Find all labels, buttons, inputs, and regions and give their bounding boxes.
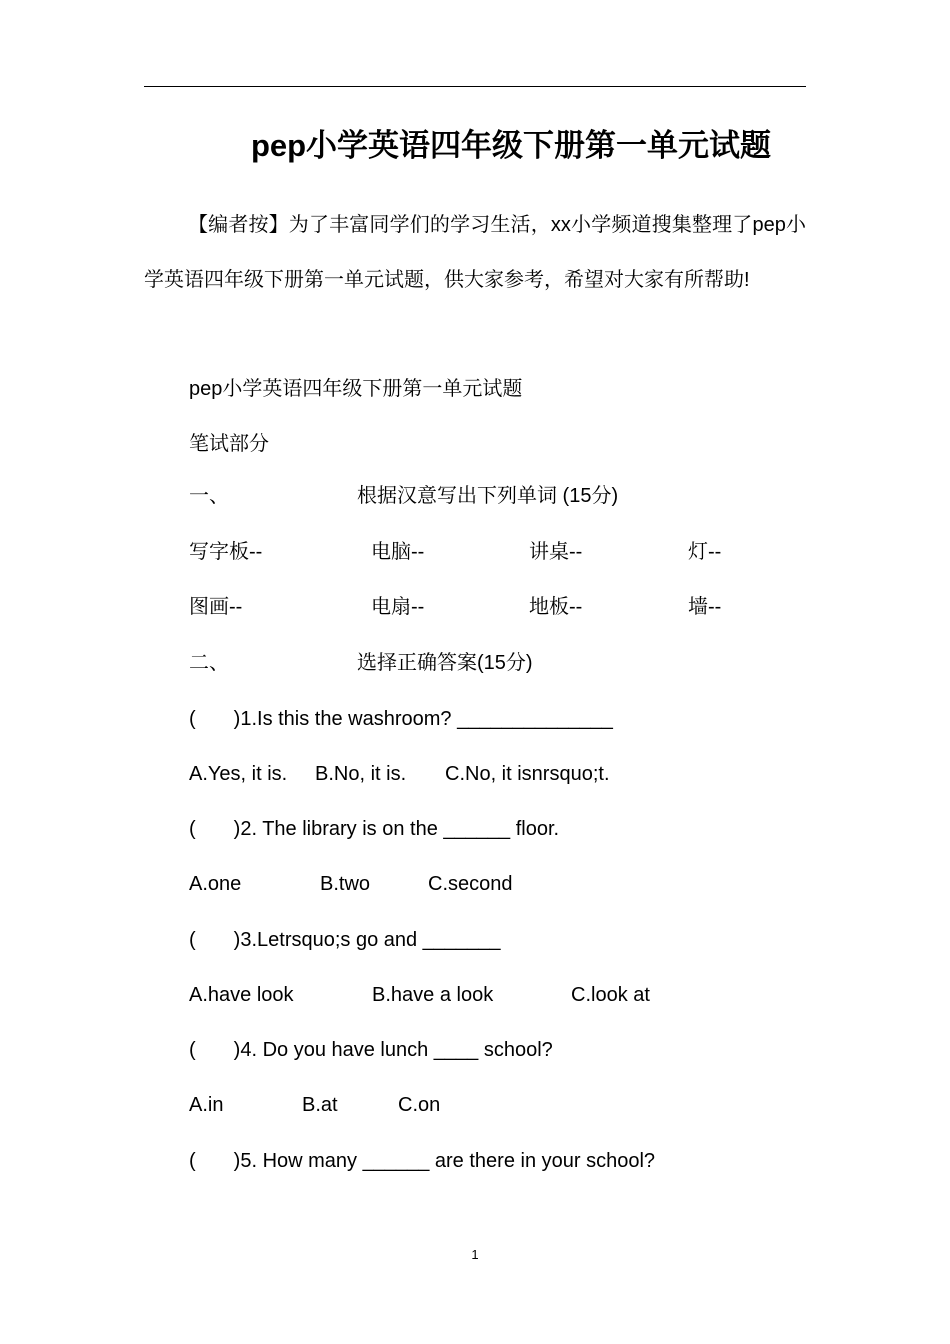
part2-heading: 选择正确答案(15分) <box>357 652 533 674</box>
page-number: 1 <box>471 1247 479 1262</box>
answer-paren: ( <box>189 818 196 840</box>
answer-paren: ( <box>189 708 196 730</box>
word-item: 电扇-- <box>371 596 425 618</box>
option-a: A.have look <box>189 984 294 1006</box>
subtitle: pep小学英语四年级下册第一单元试题 <box>189 378 523 400</box>
option-a: A.in <box>189 1094 224 1116</box>
word-item: 讲桌-- <box>529 541 583 563</box>
word-item: 地板-- <box>529 596 583 618</box>
question-2 <box>189 815 559 843</box>
option-a: A.one <box>189 873 242 895</box>
part1-heading: 根据汉意写出下列单词 (15分) <box>357 485 619 507</box>
option-a: A.Yes, it is. <box>189 763 288 785</box>
page-title: pep小学英语四年级下册第一单元试题 <box>250 128 772 163</box>
option-b: B.two <box>320 873 371 895</box>
question-text: )3.Letrsquo;s go and _______ <box>233 929 501 951</box>
answer-paren: ( <box>189 1150 196 1172</box>
answer-paren: ( <box>189 1039 196 1061</box>
option-c: C.look at <box>571 984 650 1006</box>
header-rule <box>144 86 806 87</box>
option-b: B.at <box>302 1094 338 1116</box>
question-1 <box>189 705 613 733</box>
option-c: C.on <box>398 1094 441 1116</box>
word-item: 电脑-- <box>371 541 425 563</box>
question-4 <box>189 1036 553 1064</box>
part2-number: 二、 <box>189 652 229 674</box>
answer-paren: ( <box>189 929 196 951</box>
word-item: 图画-- <box>189 596 243 618</box>
editor-note: 【编者按】为了丰富同学们的学习生活，xx小学频道搜集整理了pep小学英语四年级下册第一单元试题，供大家参考，希望对大家有所帮助! <box>144 214 806 291</box>
question-5 <box>189 1147 655 1175</box>
option-b: B.No, it is. <box>315 763 407 785</box>
word-item: 墙-- <box>688 596 722 618</box>
question-text: )4. Do you have lunch ____ school? <box>233 1039 553 1061</box>
part1-number: 一、 <box>189 485 229 507</box>
question-text: )1.Is this the washroom? ______________ <box>233 708 613 730</box>
option-c: C.second <box>428 873 513 895</box>
word-item: 写字板-- <box>189 541 263 563</box>
section-written: 笔试部分 <box>189 433 269 455</box>
word-item: 灯-- <box>688 541 722 563</box>
question-text: )5. How many ______ are there in your school? <box>233 1150 656 1172</box>
question-3 <box>189 926 501 954</box>
question-text: )2. The library is on the ______ floor. <box>233 818 560 840</box>
option-c: C.No, it isnrsquo;t. <box>445 763 610 785</box>
option-b: B.have a look <box>372 984 494 1006</box>
